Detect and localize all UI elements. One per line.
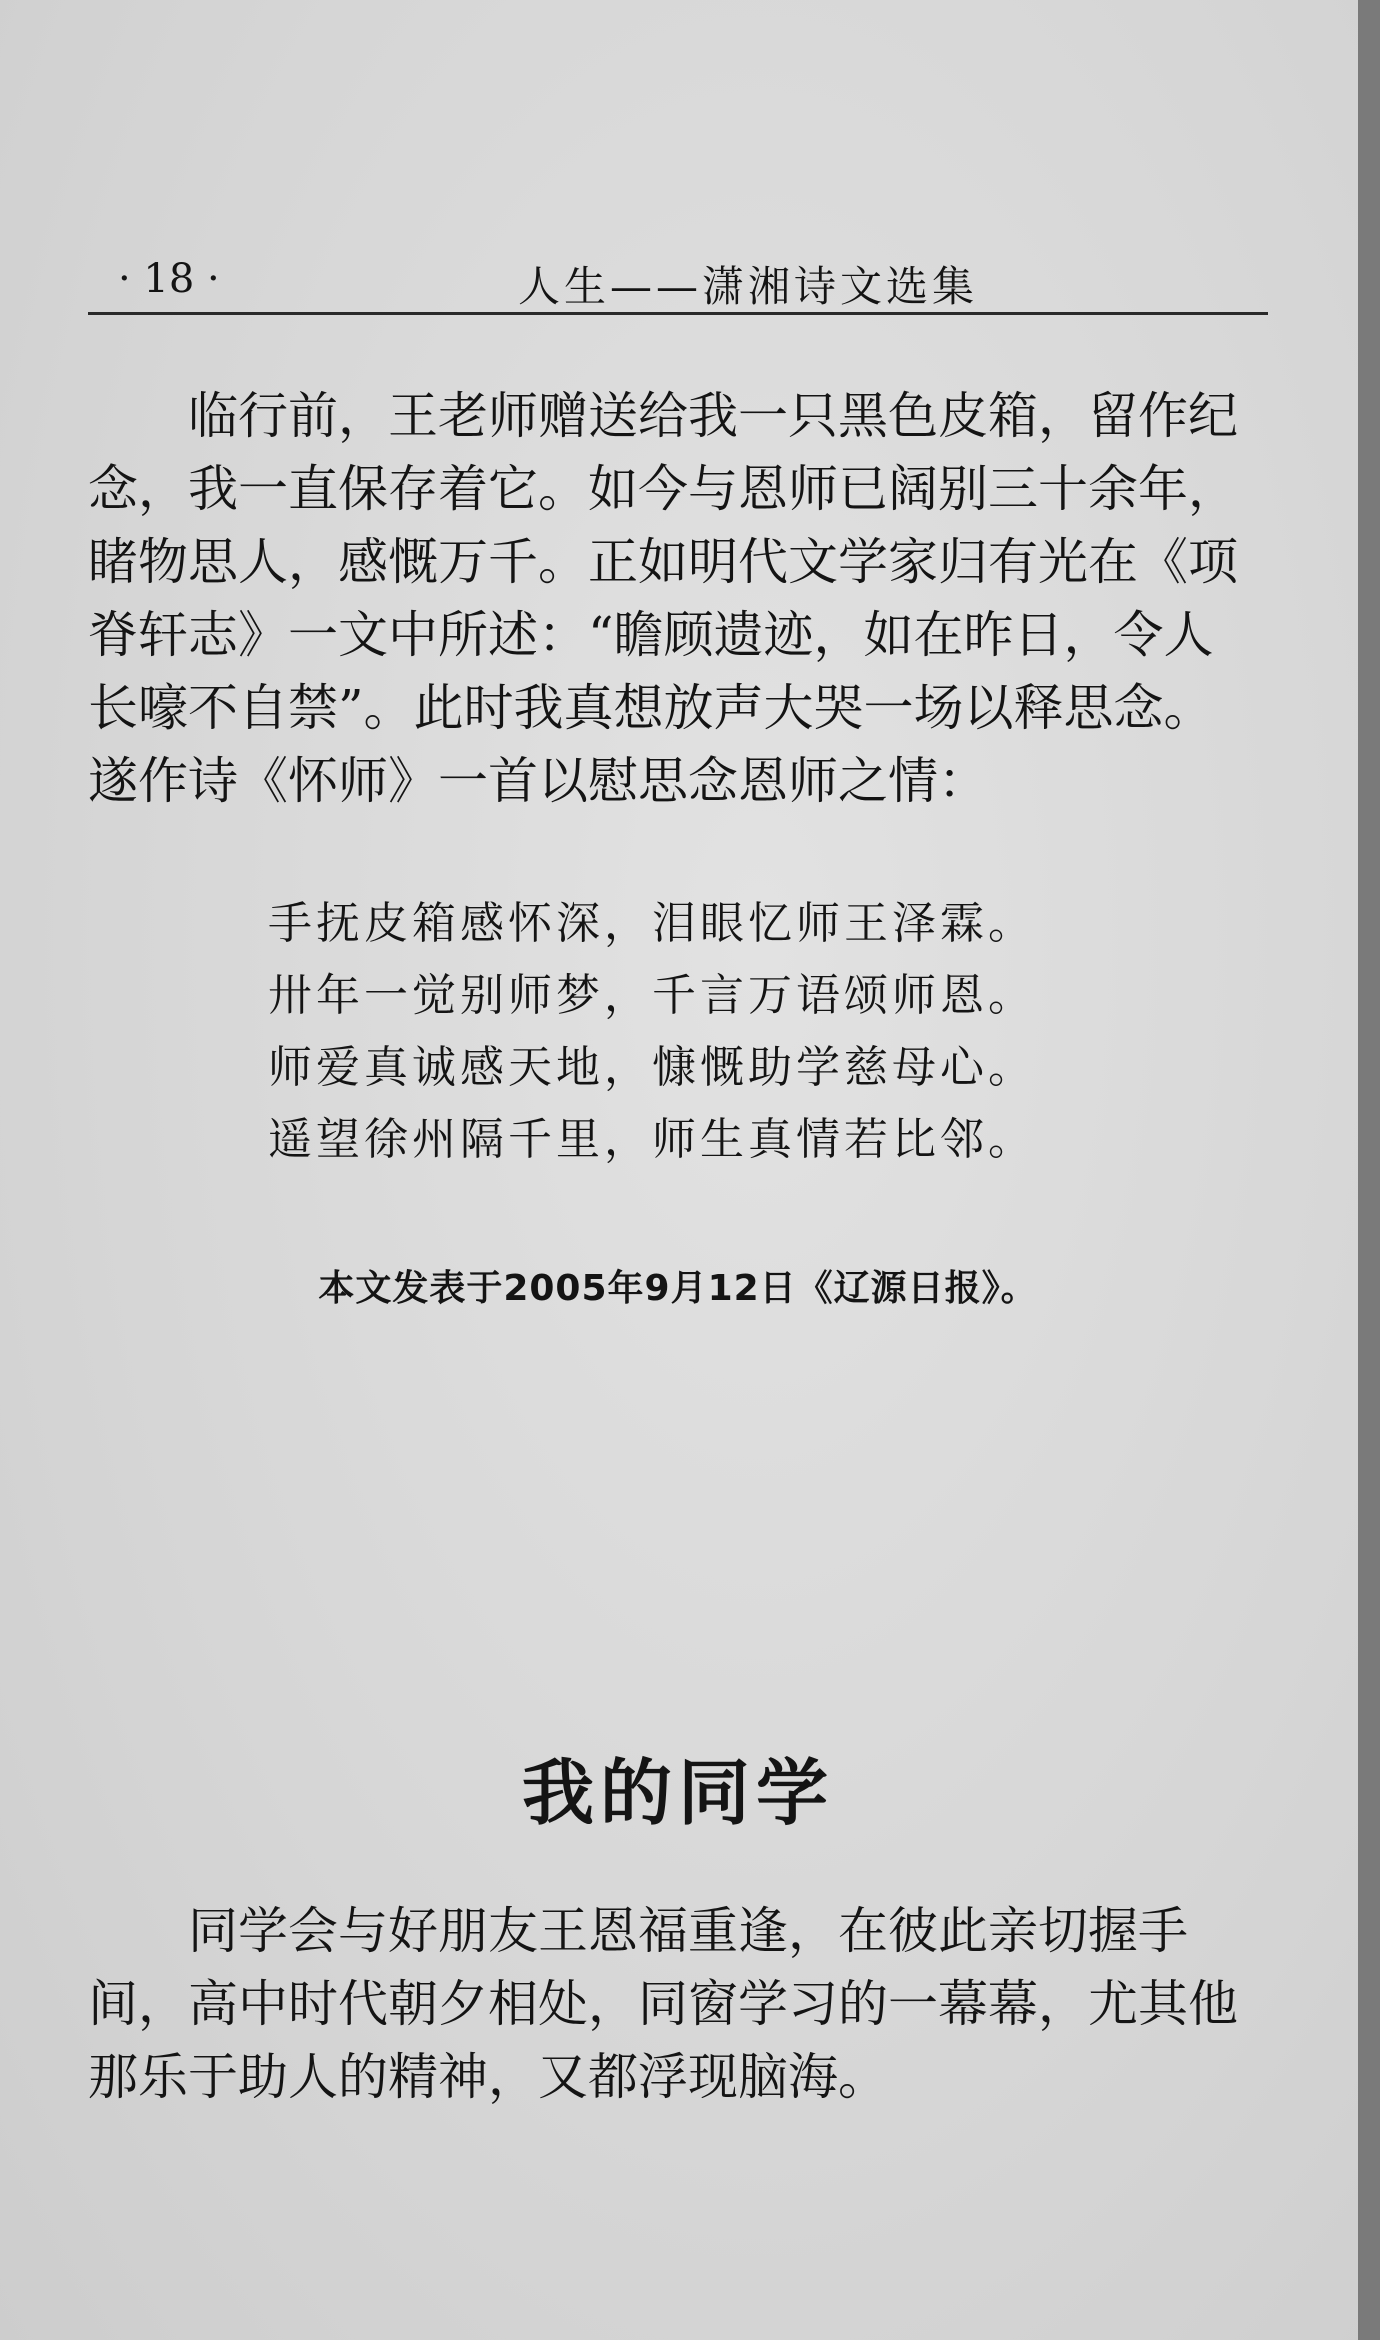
paragraph-line: 念，我一直保存着它。如今与恩师已阔别三十余年， (88, 460, 1238, 518)
paragraph-line: 睹物思人，感慨万千。正如明代文学家归有光在《项 (88, 533, 1238, 591)
poem-line: 卅年一觉别师梦，千言万语颂师恩。 (268, 970, 1036, 1021)
paragraph-line: 临行前，王老师赠送给我一只黑色皮箱，留作纪 (188, 387, 1238, 445)
poem-line: 手抚皮箱感怀深，泪眼忆师王泽霖。 (268, 898, 1036, 949)
paragraph-line: 那乐于助人的精神，又都浮现脑海。 (88, 2048, 888, 2106)
paragraph-2 (88, 1895, 1268, 2114)
publication-note: 本文发表于2005年9月12日《辽源日报》。 (318, 1268, 1038, 1309)
page-number: · 18 · (118, 256, 220, 302)
paragraph-line: 间，高中时代朝夕相处，同窗学习的一幕幕，尤其他 (88, 1975, 1238, 2033)
section-title: 我的同学 (521, 1750, 834, 1835)
poem (268, 888, 1168, 1176)
page-header (88, 252, 1268, 315)
paragraph-line: 同学会与好朋友王恩福重逢，在彼此亲切握手 (188, 1902, 1188, 1960)
running-title: 人生——潇湘诗文选集 (518, 262, 979, 311)
paragraph-line: 遂作诗《怀师》一首以慰思念恩师之情： (88, 752, 988, 810)
poem-line: 师爱真诚感天地，慷慨助学慈母心。 (268, 1042, 1036, 1093)
paragraph-1 (88, 380, 1268, 818)
paragraph-line: 长嚎不自禁”。此时我真想放声大哭一场以释思念。 (88, 679, 1214, 737)
poem-line: 遥望徐州隔千里，师生真情若比邻。 (268, 1114, 1036, 1165)
page-edge-shadow (1358, 0, 1380, 2340)
paragraph-line: 脊轩志》一文中所述：“瞻顾遗迹，如在昨日，令人 (88, 606, 1214, 664)
